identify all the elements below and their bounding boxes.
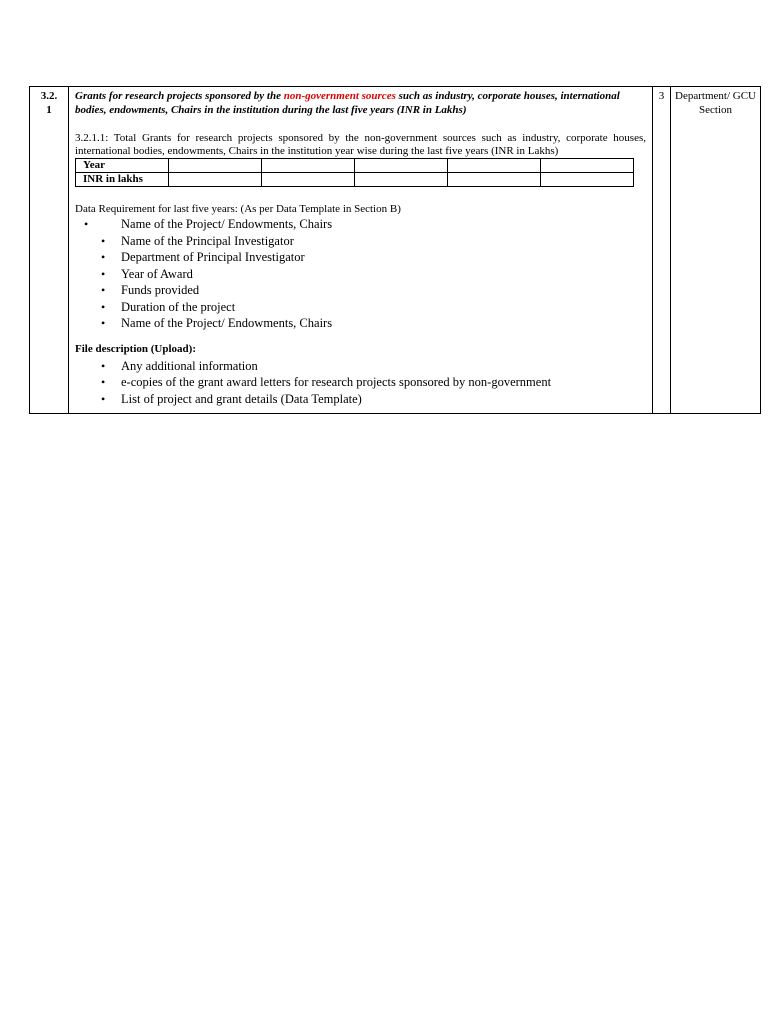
bullet-icon: • <box>101 391 106 406</box>
bullet-icon: • <box>101 266 106 281</box>
heading-text-post: such as industry, corporate houses, international bodies, endowments, Chairs in the institution during the last five years (INR in Lakhs) <box>75 90 620 116</box>
criterion-heading <box>75 89 646 117</box>
list-item <box>75 358 646 375</box>
list-item-text: Funds provided <box>121 283 200 297</box>
inr-cell <box>355 173 448 187</box>
list-item <box>75 233 646 250</box>
list-item <box>75 374 646 391</box>
list-item-text: Name of the Principal Investigator <box>121 233 294 248</box>
inr-cell <box>169 173 262 187</box>
data-requirement-label: Data Requirement for last five years: (As per Data Template in Section B) <box>75 203 401 215</box>
list-item <box>75 391 646 408</box>
bullet-icon: • <box>101 299 106 314</box>
list-item-text: Department of Principal Investigator <box>121 250 305 264</box>
list-item-text: Year of Award <box>121 266 193 281</box>
file-description-label: File description (Upload): <box>75 342 196 355</box>
inr-cell <box>541 173 634 187</box>
year-row-label: Year <box>76 159 169 173</box>
year-cell <box>448 159 541 173</box>
list-item-text: Name of the Project/ Endowments, Chairs <box>121 217 333 231</box>
bullet-icon: • <box>101 283 106 297</box>
metric-description: 3.2.1.1: Total Grants for research projects sponsored by the non-government sources such as industry, corporate houses, international bodies, endowments, Chairs in the institution year wise during the last five years (INR in Lakhs) <box>75 132 646 157</box>
data-requirement-list <box>75 216 646 332</box>
list-item-text: Duration of the project <box>121 299 236 314</box>
criterion-code-cell <box>30 87 69 414</box>
year-cell <box>262 159 355 173</box>
list-item-text: Name of the Project/ Endowments, Chairs <box>121 316 333 330</box>
inr-cell <box>262 173 355 187</box>
year-grants-table <box>75 158 634 187</box>
list-item <box>75 266 646 283</box>
inr-row <box>76 173 634 187</box>
year-cell <box>355 159 448 173</box>
heading-text-highlight: non-government sources <box>283 90 396 102</box>
criterion-row <box>30 87 761 414</box>
year-cell <box>541 159 634 173</box>
list-item <box>75 282 646 299</box>
bullet-icon: • <box>101 250 106 264</box>
list-item-text: List of project and grant details (Data Template) <box>121 391 362 406</box>
bullet-icon: • <box>84 217 89 231</box>
bullet-icon: • <box>101 233 106 248</box>
list-item <box>75 216 646 233</box>
list-item-text: Any additional information <box>121 358 258 373</box>
bullet-icon: • <box>101 316 106 330</box>
criterion-responsible: Department/ GCU Section <box>675 90 756 116</box>
criterion-content-cell <box>69 87 653 414</box>
criterion-marks: 3 <box>658 90 665 102</box>
criterion-marks-cell <box>653 87 671 414</box>
inr-cell <box>448 173 541 187</box>
criterion-code: 3.2. 1 <box>40 90 58 116</box>
year-cell <box>169 159 262 173</box>
heading-text-pre: Grants for research projects sponsored by the <box>75 90 284 102</box>
year-row <box>76 159 634 173</box>
bullet-icon: • <box>101 375 106 389</box>
criterion-table <box>29 86 761 414</box>
criterion-responsible-cell <box>671 87 761 414</box>
bullet-icon: • <box>101 358 106 373</box>
list-item <box>75 299 646 316</box>
list-item-text: e-copies of the grant award letters for research projects sponsored by non-government <box>121 375 552 389</box>
inr-row-label: INR in lakhs <box>76 173 169 187</box>
list-item <box>75 249 646 266</box>
list-item <box>75 315 646 332</box>
file-description-list <box>75 358 646 408</box>
